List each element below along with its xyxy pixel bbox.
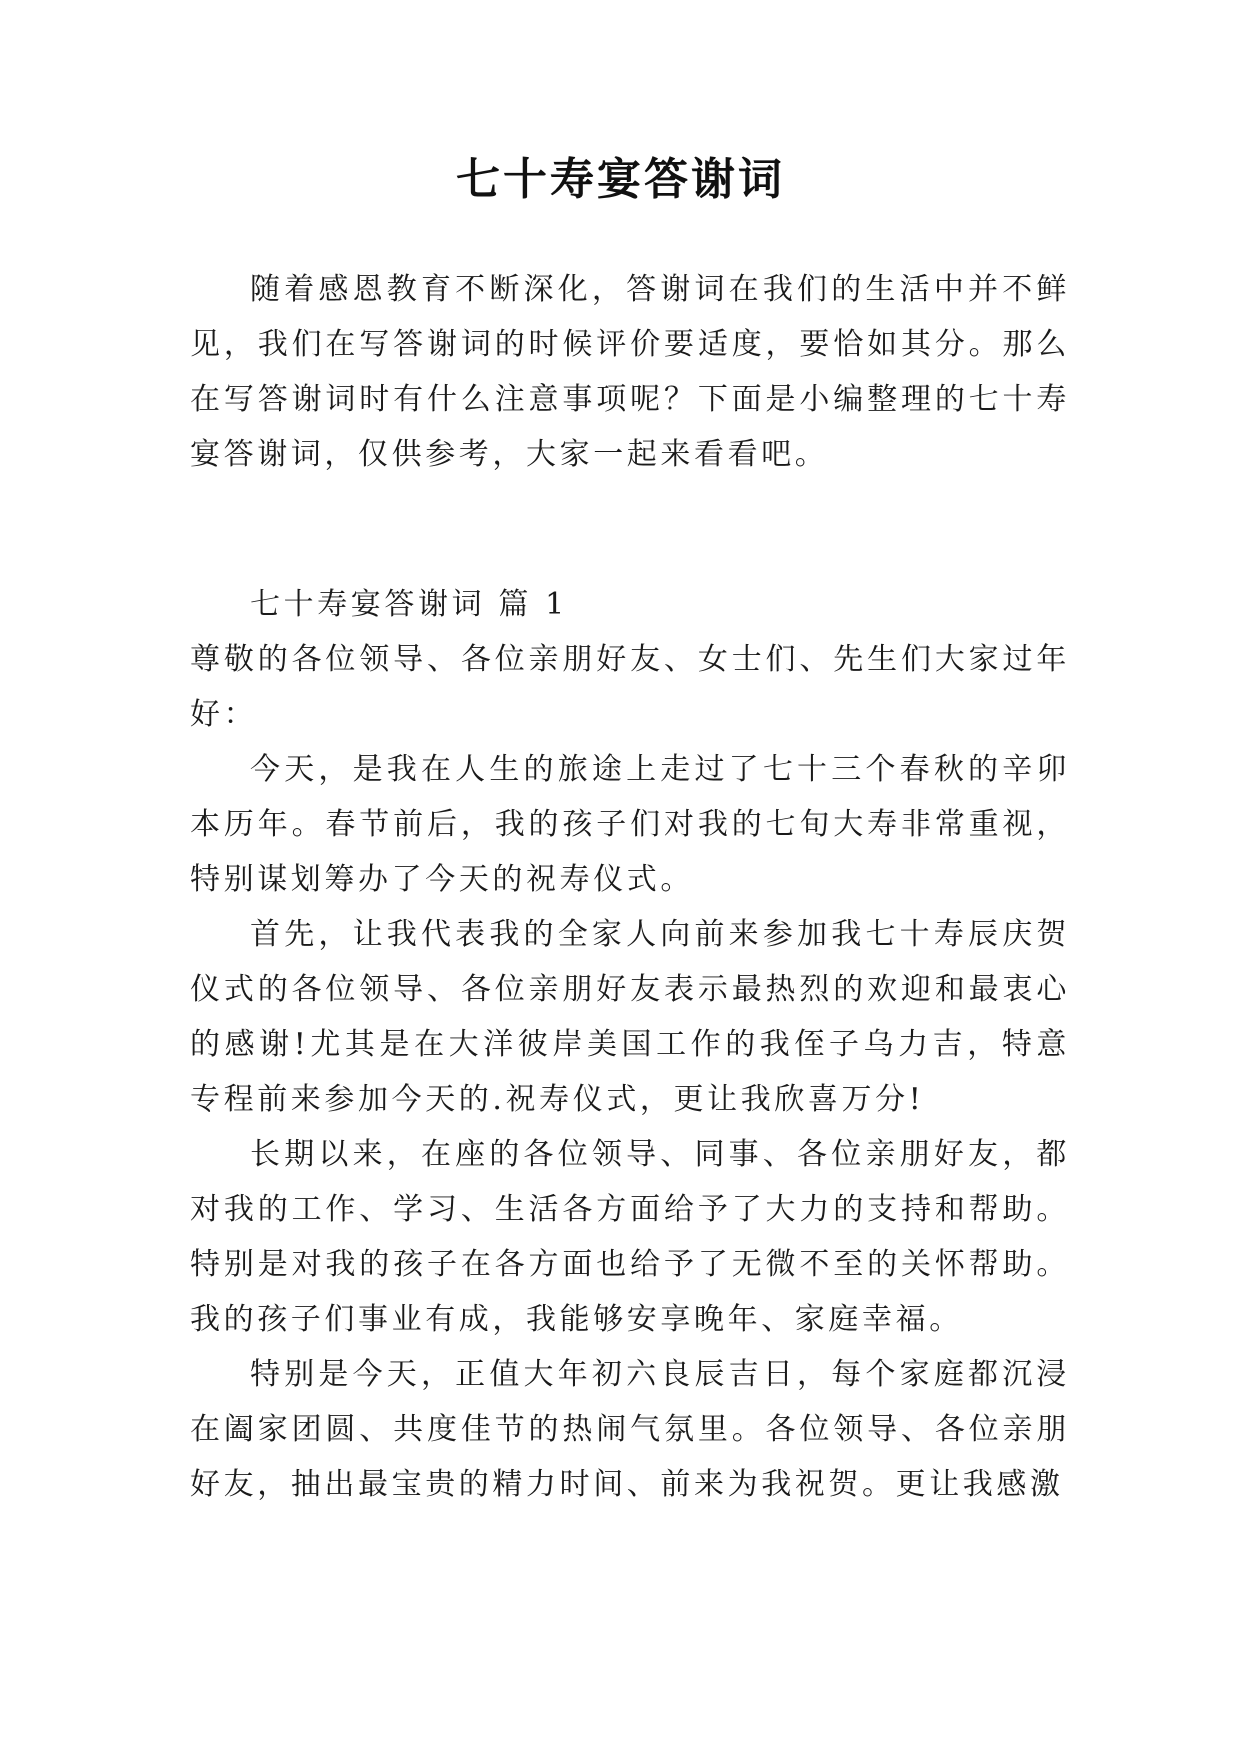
salutation: 尊敬的各位领导、各位亲朋好友、女士们、先生们大家过年好： bbox=[190, 642, 1070, 732]
body-paragraph-3: 长期以来，在座的各位领导、同事、各位亲朋好友，都对我的工作、学习、生活各方面给予了大力的支持和帮助。特别是对我的孩子在各方面也给予了无微不至的关怀帮助。我的孩子们事业有成，我能够安享晚年、家庭幸福。 bbox=[190, 1137, 1070, 1337]
intro-paragraph: 随着感恩教育不断深化，答谢词在我们的生活中并不鲜见，我们在写答谢词的时候评价要适度，要恰如其分。那么在写答谢词时有什么注意事项呢？下面是小编整理的七十寿宴答谢词，仅供参考，大家一起来看看吧。 bbox=[190, 272, 1070, 472]
body-paragraph-1: 今天，是我在人生的旅途上走过了七十三个春秋的辛卯本历年。春节前后，我的孩子们对我的七旬大寿非常重视，特别谋划筹办了今天的祝寿仪式。 bbox=[190, 752, 1070, 897]
intro-block bbox=[190, 262, 1070, 482]
section-block bbox=[190, 577, 1070, 1512]
document-title: 七十寿宴答谢词 bbox=[456, 154, 785, 205]
section-heading: 七十寿宴答谢词 篇 1 bbox=[250, 587, 568, 622]
body-paragraph-4: 特别是今天，正值大年初六良辰吉日，每个家庭都沉浸在阖家团圆、共度佳节的热闹气氛里。各位领导、各位亲朋好友，抽出最宝贵的精力时间、前来为我祝贺。更让我感激 bbox=[190, 1357, 1070, 1502]
body-paragraph-2: 首先，让我代表我的全家人向前来参加我七十寿辰庆贺仪式的各位领导、各位亲朋好友表示最热烈的欢迎和最衷心的感谢!尤其是在大洋彼岸美国工作的我侄子乌力吉，特意专程前来参加今天的.祝寿仪式，更让我欣喜万分! bbox=[190, 917, 1070, 1117]
